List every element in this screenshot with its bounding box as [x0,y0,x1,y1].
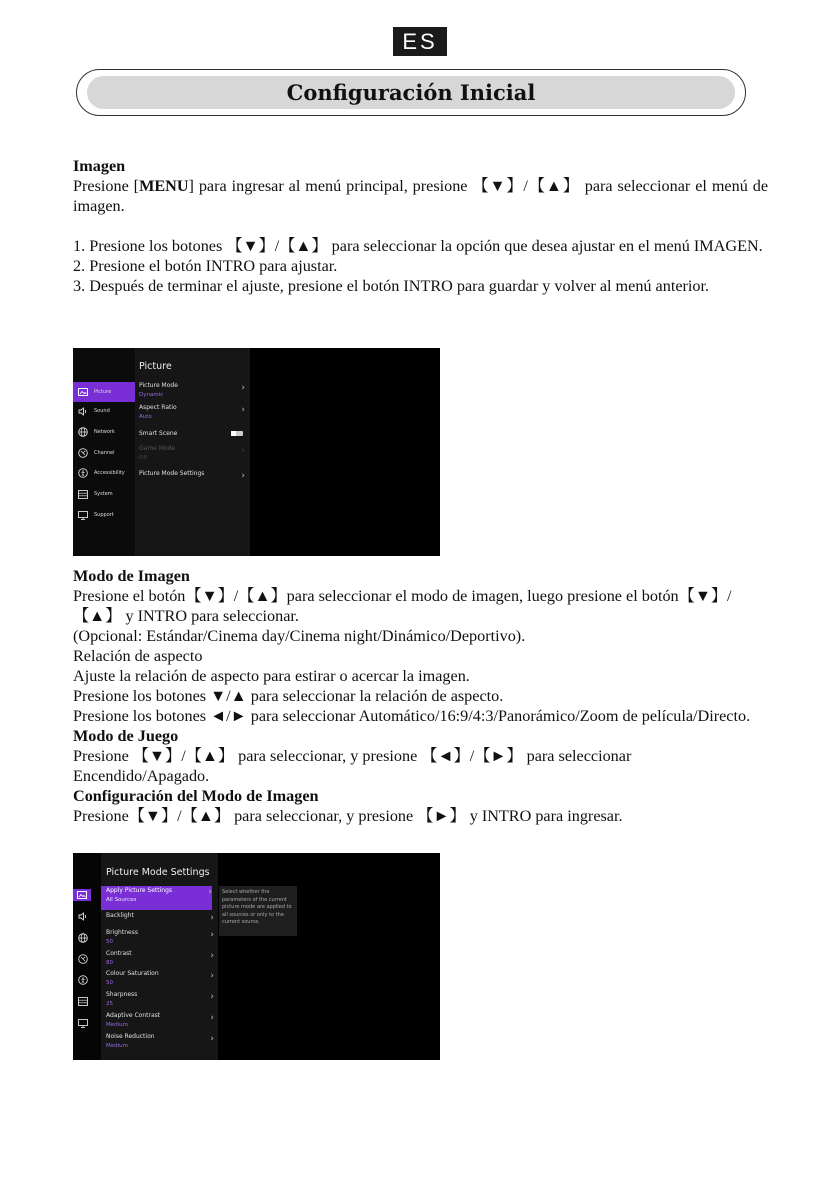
support-icon[interactable] [77,1017,89,1029]
option-smart-scene[interactable]: Smart Scene [139,430,245,437]
sidebar-item-accessibility[interactable]: Accessibility [73,463,135,483]
heading-game-mode: Modo de Juego [73,727,179,745]
chevron-right-icon: › [241,471,245,481]
mode-options: (Opcional: Estándar/Cinema day/Cinema night/Dinámico/Deportivo). [73,627,526,645]
sound-icon [77,406,88,417]
heading-aspect: Relación de aspecto [73,647,203,665]
section-title: Configuración Inicial [87,76,735,109]
sidebar-item-picture[interactable]: Picture [73,382,135,402]
chevron-right-icon: › [210,913,214,923]
sidebar-item-network[interactable]: Network [73,422,135,442]
heading-imagen: Imagen [73,157,126,175]
tv-sidebar [73,348,135,556]
chevron-right-icon: › [208,887,212,897]
option-colour-saturation[interactable]: Colour Saturation 50 › [106,970,214,986]
channel-icon[interactable] [77,953,89,965]
step-2: 2. Presione el botón INTRO para ajustar. [73,257,338,275]
option-picture-mode[interactable]: Picture Mode Dynamic › [139,382,245,398]
picture-icon[interactable] [73,889,91,901]
option-backlight[interactable]: Backlight › [106,912,214,923]
chevron-right-icon: › [210,951,214,961]
chevron-right-icon: › [241,405,245,415]
sound-icon[interactable] [77,910,89,922]
option-adaptive-contrast[interactable]: Adaptive Contrast Medium › [106,1012,214,1028]
step-1: 1. Presione los botones 【▼】/【▲】 para seleccionar la opción que desea ajustar en el menú IMAGEN. [73,237,763,255]
sidebar-item-sound[interactable]: Sound [73,401,135,421]
option-apply-picture-settings[interactable]: Apply Picture Settings All Sources › [101,886,212,910]
option-aspect-ratio[interactable]: Aspect Ratio Auto › [139,404,245,420]
language-badge: ES [393,27,447,56]
picture-mode-settings-panel [101,853,218,1060]
aspect-text-1: Ajuste la relación de aspecto para estirar o acercar la imagen. [73,667,470,685]
option-contrast[interactable]: Contrast 80 › [106,950,214,966]
option-picture-mode-settings[interactable]: Picture Mode Settings › [139,470,245,481]
toggle-switch[interactable] [231,431,243,436]
heading-modo-imagen: Modo de Imagen [73,567,190,585]
settings-text: Presione【▼】/【▲】 para seleccionar, y presione 【►】 y INTRO para ingresar. [73,807,623,825]
system-icon [77,489,88,500]
mode-text: Presione el botón【▼】/【▲】para seleccionar el modo de imagen, luego presione el botón【▼】/【▲】 y INTRO para seleccionar. [73,587,732,625]
chevron-right-icon: › [210,1013,214,1023]
panel-title: Picture Mode Settings [106,867,210,878]
sidebar-item-system[interactable]: System [73,484,135,504]
picture-mode-settings-screenshot [73,853,440,1060]
accessibility-icon [77,468,88,479]
panel-title: Picture [139,361,172,372]
picture-mode-section [73,566,768,826]
option-sharpness[interactable]: Sharpness 25 › [106,991,214,1007]
sidebar-item-channel[interactable]: Channel [73,443,135,463]
game-text: Presione 【▼】/【▲】 para seleccionar, y presione 【◄】/【►】 para seleccionar Encendido/Apagado. [73,747,632,785]
system-icon[interactable] [77,995,89,1007]
chevron-right-icon: › [210,992,214,1002]
step-3: 3. Después de terminar el ajuste, presione el botón INTRO para guardar y volver al menú anterior. [73,277,710,295]
chevron-right-icon: › [210,971,214,981]
option-noise-reduction[interactable]: Noise Reduction Medium › [106,1033,214,1049]
channel-icon [77,448,88,459]
option-game-mode: Game Mode Off › [139,445,245,461]
intro-section [73,156,768,296]
section-title-frame [76,69,746,116]
option-description: Select whether the parameters of the current picture mode are applied to all sources or only to the current source. [219,886,297,936]
intro-paragraph: Presione [MENU] para ingresar al menú principal, presione 【▼】/【▲】 para seleccionar el menú de imagen. [73,177,768,215]
aspect-text-3: Presione los botones ◄/► para seleccionar Automático/16:9/4:3/Panorámico/Zoom de película/Directo. [73,707,751,725]
chevron-right-icon: › [241,446,245,456]
tv-sidebar-collapsed [73,853,101,1060]
option-brightness[interactable]: Brightness 50 › [106,929,214,945]
picture-panel [135,348,250,556]
network-icon[interactable] [77,932,89,944]
support-icon [77,510,88,521]
chevron-right-icon: › [210,1034,214,1044]
chevron-right-icon: › [210,930,214,940]
picture-menu-screenshot [73,348,440,556]
sidebar-item-support[interactable]: Support [73,505,135,525]
menu-key: MENU [139,177,189,195]
heading-settings: Configuración del Modo de Imagen [73,787,319,805]
picture-icon [77,387,88,398]
accessibility-icon[interactable] [77,974,89,986]
network-icon [77,427,88,438]
chevron-right-icon: › [241,383,245,393]
aspect-text-2: Presione los botones ▼/▲ para seleccionar la relación de aspecto. [73,687,504,705]
